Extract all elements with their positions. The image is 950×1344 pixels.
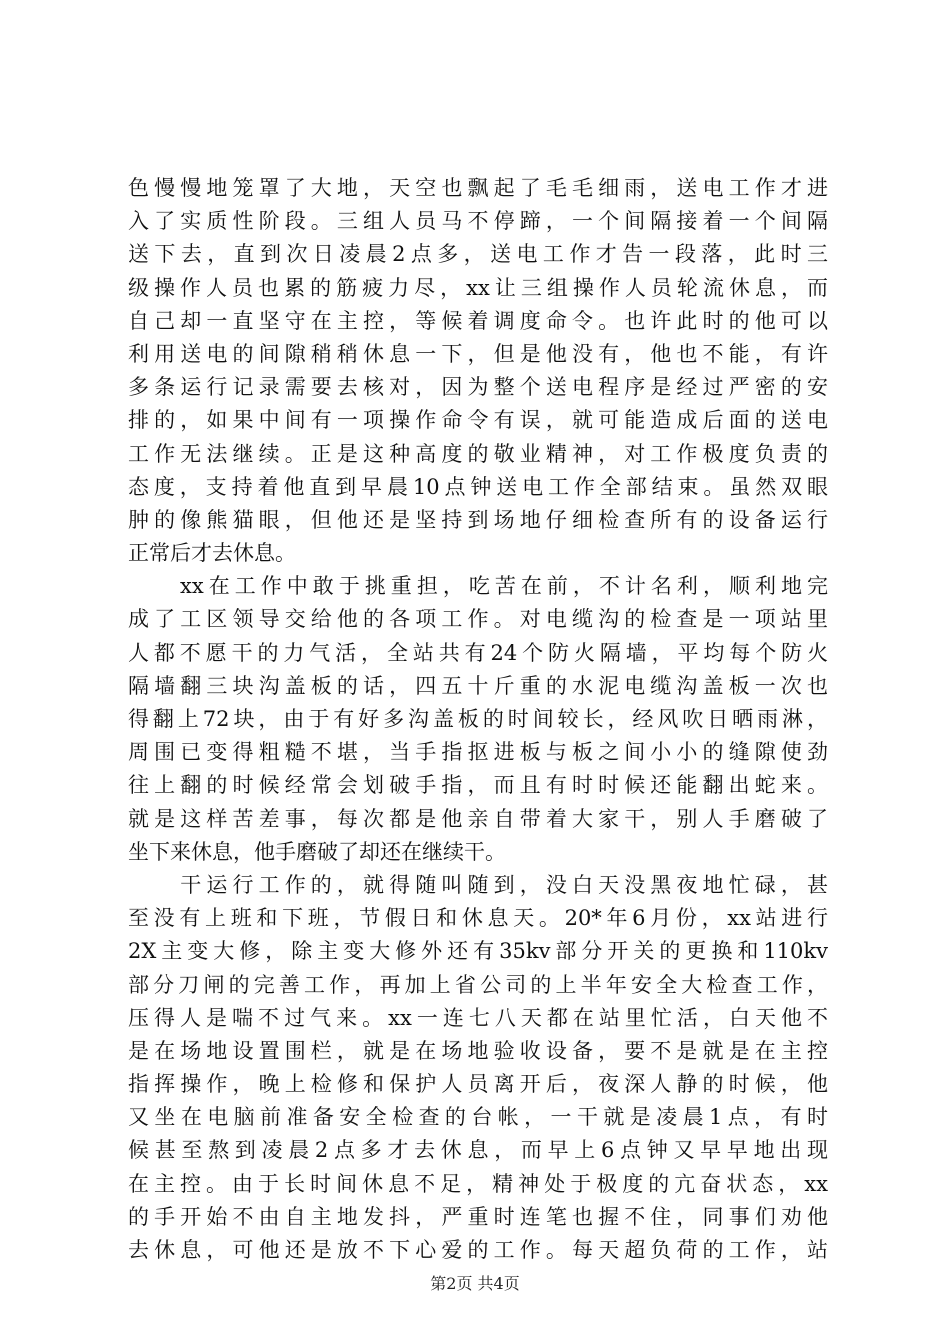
text-line: 的手开始不由自主地发抖，严重时连笔也握不住，同事们劝他 xyxy=(128,1204,828,1229)
text-line: 往上翻的时候经常会划破手指，而且有时时候还能翻出蛇来。 xyxy=(128,773,828,798)
text-line: 干运行工作的，就得随叫随到，没白天没黑夜地忙碌，甚 xyxy=(128,872,828,897)
text-line: 态度，支持着他直到早晨10点钟送电工作全部结束。虽然双眼 xyxy=(128,474,828,499)
text-line: 肿的像熊猫眼，但他还是坚持到场地仔细检查所有的设备运行 xyxy=(128,507,828,532)
text-line: 周围已变得粗糙不堪，当手指抠进板与板之间小小的缝隙使劲 xyxy=(128,740,828,765)
text-line: 送下去，直到次日凌晨2点多，送电工作才告一段落，此时三 xyxy=(128,242,828,267)
text-line: 至没有上班和下班，节假日和休息天。20*年6月份，xx站进行 xyxy=(128,906,828,931)
text-line: 指挥操作，晚上检修和保护人员离开后，夜深人静的时候，他 xyxy=(128,1072,828,1097)
text-line: 又坐在电脑前准备安全检查的台帐，一干就是凌晨1点，有时 xyxy=(128,1105,828,1130)
text-line: 人都不愿干的力气活，全站共有24个防火隔墙，平均每个防火 xyxy=(128,640,828,665)
text-line: 坐下来休息，他手磨破了却还在继续干。 xyxy=(128,839,506,864)
text-line: 2X主变大修，除主变大修外还有35kv部分开关的更换和110kv xyxy=(128,939,828,964)
text-line: 色慢慢地笼罩了大地，天空也飘起了毛毛细雨，送电工作才进 xyxy=(128,176,828,200)
text-line: 级操作人员也累的筋疲力尽，xx让三组操作人员轮流休息，而 xyxy=(128,275,828,300)
text-line: 隔墙翻三块沟盖板的话，四五十斤重的水泥电缆沟盖板一次也 xyxy=(128,673,828,698)
text-line: xx在工作中敢于挑重担，吃苦在前，不计名利，顺利地完 xyxy=(128,574,828,599)
text-line: 成了工区领导交给他的各项工作。对电缆沟的检查是一项站里 xyxy=(128,607,828,632)
text-line: 去休息，可他还是放不下心爱的工作。每天超负荷的工作，站 xyxy=(128,1238,828,1262)
text-line: 多条运行记录需要去核对，因为整个送电程序是经过严密的安 xyxy=(128,375,828,400)
text-line: 排的，如果中间有一项操作命令有误，就可能造成后面的送电 xyxy=(128,408,828,433)
text-line: 候甚至熬到凌晨2点多才去休息，而早上6点钟又早早地出现 xyxy=(128,1138,828,1163)
text-line: 自己却一直坚守在主控，等候着调度命令。也许此时的他可以 xyxy=(128,308,828,333)
text-line: 入了实质性阶段。三组人员马不停蹄，一个间隔接着一个间隔 xyxy=(128,209,828,234)
text-line: 就是这样苦差事，每次都是他亲自带着大家干，别人手磨破了 xyxy=(128,806,828,831)
page-footer: 第2页 共4页 xyxy=(430,1274,520,1293)
text-line: 是在场地设置围栏，就是在场地验收设备，要不是就是在主控 xyxy=(128,1038,828,1063)
text-line: 正常后才去休息。 xyxy=(128,541,296,566)
document-body xyxy=(128,172,828,1267)
text-line: 得翻上72块，由于有好多沟盖板的时间较长，经风吹日晒雨淋， xyxy=(128,707,828,731)
text-line: 压得人是喘不过气来。xx一连七八天都在站里忙活，白天他不 xyxy=(128,1005,828,1030)
text-line: 在主控。由于长时间休息不足，精神处于极度的亢奋状态，xx xyxy=(128,1171,828,1196)
text-line: 利用送电的间隙稍稍休息一下，但是他没有，他也不能，有许 xyxy=(128,341,828,366)
text-line: 工作无法继续。正是这种高度的敬业精神，对工作极度负责的 xyxy=(128,441,828,466)
text-line: 部分刀闸的完善工作，再加上省公司的上半年安全大检查工作， xyxy=(128,972,828,997)
